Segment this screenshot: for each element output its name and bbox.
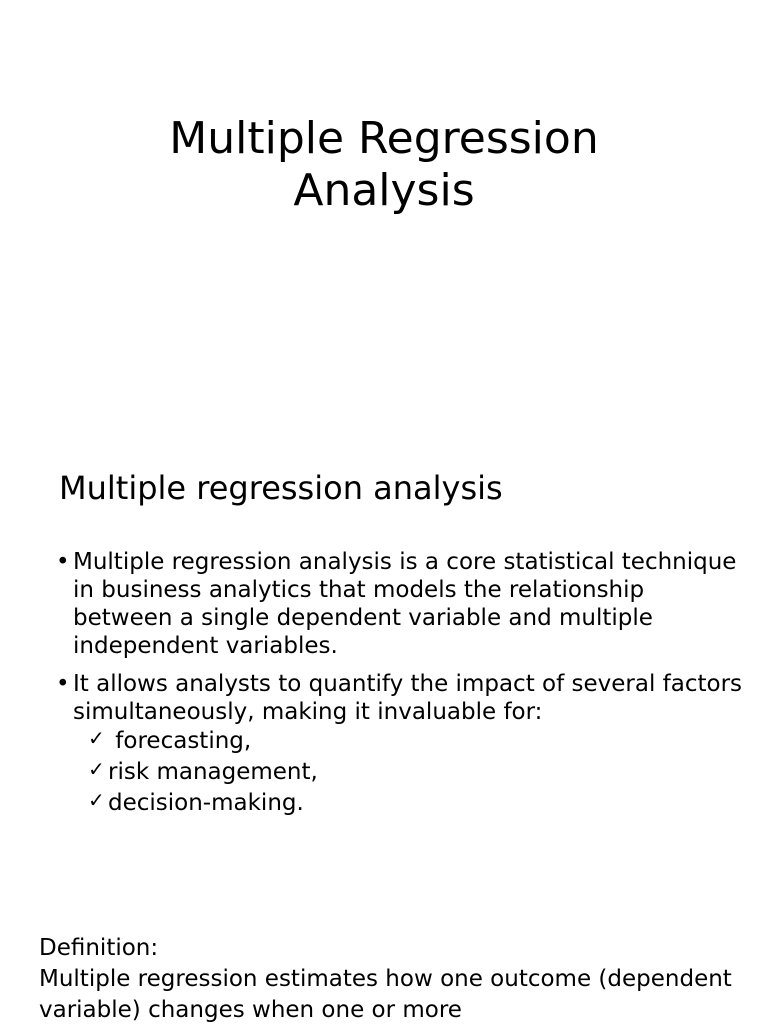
bullet-text-2: It allows analysts to quantify the impact of several factors simultaneously, making it invaluable for: <box>73 671 743 725</box>
bullet-item-2 <box>56 670 746 819</box>
definition-text: Multiple regression estimates how one outcome (dependent variable) changes when one or more <box>39 966 732 1023</box>
slide-title-line-1: Multiple Regression <box>169 113 599 164</box>
content-slide <box>0 430 768 910</box>
bullet-icon: • <box>56 549 70 575</box>
checklist-text: forecasting, <box>108 728 252 754</box>
checklist <box>73 726 746 819</box>
slide-title-line-2: Analysis <box>293 165 475 216</box>
section-heading: Multiple regression analysis <box>59 469 503 507</box>
definition-label: Definition: <box>39 935 159 961</box>
bullet-icon: • <box>56 671 70 697</box>
bullet-list <box>56 548 746 829</box>
checkmark-icon: ✓ <box>88 726 105 750</box>
checklist-item-decision-making <box>88 788 746 819</box>
checkmark-icon: ✓ <box>88 788 105 812</box>
checklist-item-risk-management <box>88 757 746 788</box>
checklist-text: risk management, <box>108 759 318 785</box>
bullet-text-1: Multiple regression analysis is a core statistical technique in business analytics that models the relationship between a single dependent variable and multiple independent variables. <box>73 549 737 659</box>
checklist-item-forecasting <box>88 726 746 757</box>
title-slide <box>0 0 768 430</box>
checkmark-icon: ✓ <box>88 757 105 781</box>
definition-block <box>39 933 759 1026</box>
bullet-item-1 <box>56 548 746 660</box>
definition-slide <box>0 910 768 1024</box>
slide-title <box>0 113 768 217</box>
checklist-text: decision-making. <box>108 790 304 816</box>
